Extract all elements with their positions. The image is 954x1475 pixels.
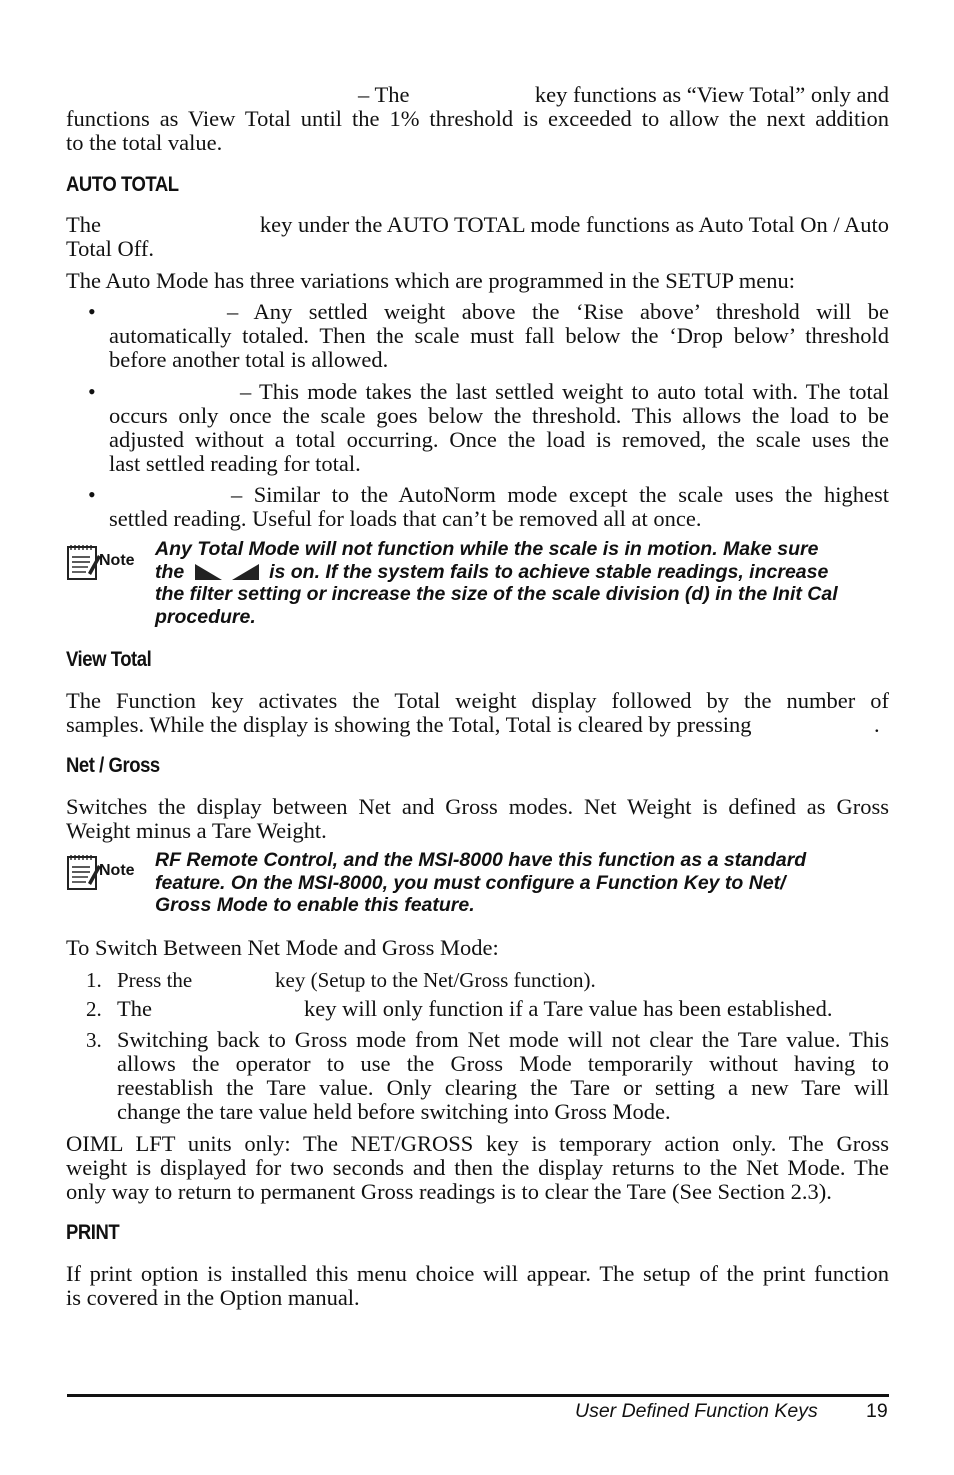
- auto-total-p2-text: The Auto Mode has three variations which are programmed in the SETUP menu:: [66, 268, 795, 293]
- note-2-text: [155, 849, 890, 917]
- net-gross-paragraph: [66, 795, 889, 843]
- note-1-line2-part1: the: [155, 560, 185, 583]
- view-total-line2-part1: samples. While the display is showing the Total, Total is cleared by pressing: [66, 712, 752, 737]
- intro-line3: to the total value.: [66, 130, 223, 155]
- intro-line1-part1: – The: [358, 82, 410, 107]
- print-paragraph: [66, 1262, 889, 1310]
- section-heading-view-total: View Total: [66, 648, 152, 671]
- bullet-marker: •: [88, 299, 96, 324]
- bullet-marker: •: [88, 482, 96, 507]
- step-3-line3: reestablish the Tare value. Only clearing the Tare or setting a new Tare will: [117, 1075, 889, 1100]
- note-1-line4: procedure.: [155, 605, 256, 628]
- switch-intro-text: To Switch Between Net Mode and Gross Mode:: [66, 935, 499, 960]
- bullet-1-line2: automatically totaled. Then the scale must fall below the ‘Drop below’ threshold: [109, 323, 889, 348]
- note-2-line3: Gross Mode to enable this feature.: [155, 894, 475, 916]
- auto-total-p1-line2: [66, 237, 889, 261]
- intro-line2: functions as View Total until the 1% threshold is exceeded to allow the next addition: [66, 106, 889, 131]
- auto-total-p1-line1: [66, 213, 889, 237]
- section-heading-print: PRINT: [66, 1221, 120, 1244]
- oiml-line1: OIML LFT units only: The NET/GROSS key is temporary action only. The Gross: [66, 1131, 889, 1156]
- note-1-text: [155, 538, 890, 628]
- footer-rule: [67, 1394, 889, 1397]
- bullet-2: [109, 380, 889, 476]
- section-heading-net-gross: Net / Gross: [66, 754, 160, 777]
- step-3: [117, 1028, 889, 1124]
- footer-title: User Defined Function Keys: [575, 1400, 818, 1422]
- motion-indicator-icon: [192, 562, 262, 582]
- step-2-part2: key will only function if a Tare value has been established.: [304, 996, 833, 1021]
- note-2: [66, 853, 142, 893]
- note-1-line3: the filter setting or increase the size of the scale division (d) in the Init Cal: [155, 583, 838, 605]
- bullet-2-line4: last settled reading for total.: [109, 451, 361, 476]
- note-2-line2: feature. On the MSI-8000, you must configure a Function Key to Net/: [155, 871, 786, 894]
- view-total-line1: The Function key activates the Total weight display followed by the number of: [66, 688, 889, 713]
- oiml-paragraph: [66, 1132, 889, 1204]
- step-number: 1.: [86, 968, 102, 992]
- auto-total-p1-part1: The: [66, 212, 101, 237]
- net-gross-line2: Weight minus a Tare Weight.: [66, 818, 327, 843]
- note-2-line1: RF Remote Control, and the MSI-8000 have this function as a standard: [155, 849, 807, 871]
- bullet-2-line3: adjusted without a total occurring. Once the load is removed, the scale uses the: [109, 427, 889, 452]
- bullet-3-line1: – Similar to the AutoNorm mode except the scale uses the highest: [231, 482, 889, 507]
- step-2-part1: The: [117, 996, 152, 1021]
- page-number: 19: [866, 1400, 888, 1422]
- auto-total-p1-part2: key under the AUTO TOTAL mode functions as Auto Total On / Auto: [259, 212, 889, 237]
- step-number: 2.: [86, 997, 102, 1021]
- step-1-part1: Press the: [117, 968, 193, 992]
- note-1-line2: [155, 561, 890, 584]
- step-1-part2: key (Setup to the Net/Gross function).: [275, 968, 596, 992]
- step-3-line1: Switching back to Gross mode from Net mode will not clear the Tare value. This: [117, 1027, 889, 1052]
- step-3-line4: change the tare value held before switching into Gross Mode.: [117, 1099, 671, 1124]
- auto-total-p1-line2-text: Total Off.: [66, 236, 154, 261]
- print-line2: is covered in the Option manual.: [66, 1285, 360, 1310]
- bullet-2-line1: – This mode takes the last settled weight to auto total with. The total: [240, 379, 889, 404]
- bullet-3-line2: settled reading. Useful for loads that can’t be removed all at once.: [109, 506, 702, 531]
- note-1: [66, 543, 142, 583]
- bullet-1-line3: before another total is allowed.: [109, 347, 389, 372]
- bullet-2-line2: occurs only once the scale goes below the threshold. This allows the load to be: [109, 403, 889, 428]
- intro-line1-part2: key functions as “View Total” only and: [534, 82, 889, 107]
- intro-line1: [66, 83, 889, 107]
- step-1: [117, 968, 889, 992]
- bullet-1-line1: – Any settled weight above the ‘Rise above’ threshold will be: [227, 299, 889, 324]
- print-line1: If print option is installed this menu choice will appear. The setup of the print function: [66, 1261, 889, 1286]
- note-1-line2-part2: is on. If the system fails to achieve stable readings, increase: [269, 560, 829, 583]
- view-total-line2-part2: .: [874, 712, 880, 737]
- switch-intro: [66, 936, 889, 960]
- note-1-line1: Any Total Mode will not function while the scale is in motion. Make sure: [155, 538, 819, 560]
- view-total-line2: [66, 713, 889, 737]
- oiml-line2: weight is displayed for two seconds and then the display returns to the Net Mode. The: [66, 1155, 889, 1180]
- section-heading-auto-total: AUTO TOTAL: [66, 173, 179, 196]
- note-label: Note: [99, 552, 135, 569]
- step-2: [117, 997, 889, 1021]
- bullet-marker: •: [88, 379, 96, 404]
- view-total-paragraph: [66, 689, 889, 713]
- oiml-line3: only way to return to permanent Gross readings is to clear the Tare (See Section 2.3).: [66, 1179, 832, 1204]
- bullet-3: [109, 483, 889, 531]
- step-number: 3.: [86, 1028, 102, 1052]
- step-3-line2: allows the operator to use the Gross Mode temporarily without having to: [117, 1051, 889, 1076]
- intro-paragraph: [66, 107, 889, 155]
- note-label: Note: [99, 862, 135, 879]
- net-gross-line1: Switches the display between Net and Gross modes. Net Weight is defined as Gross: [66, 794, 889, 819]
- auto-total-p2: [66, 269, 889, 293]
- bullet-1: [109, 300, 889, 372]
